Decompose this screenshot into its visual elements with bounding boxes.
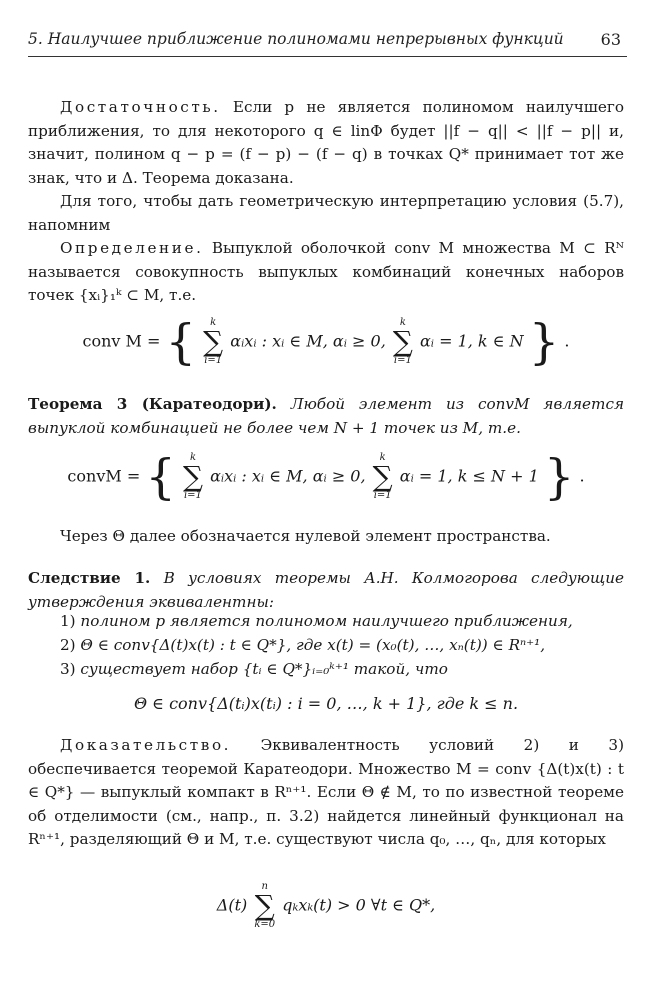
corollary-item: 1) полином p является полиномом наилучшего приближения, (60, 612, 573, 630)
sufficiency-text: Если p не является полиномом наилучшего приближения, то для некоторого q ∈ linΦ будет ||f − q|| < ||f − p|| и, значит, полином q − p = (f − p) − (f − q) в точках Q* принимает тот же знак, что и Δ. Теорема доказана. (28, 98, 624, 187)
corollary-item: 2) Θ ∈ conv{Δ(t)x(t) : t ∈ Q*}, где x(t) = (x₀(t), …, xₙ(t)) ∈ Rⁿ⁺¹, (60, 636, 546, 654)
running-header-title: 5. Наилучшее приближение полиномами непрерывных функций (28, 30, 564, 48)
theorem3-text: Любой элемент из convM является выпуклой комбинацией не более чем N + 1 точек из M, т.е. (28, 395, 625, 437)
corollary1-lead: Следствие 1. (28, 569, 151, 587)
sum-symbol: k ∑ i=1 (182, 452, 203, 501)
formula4-rhs: qₖxₖ(t) > 0 ∀t ∈ Q*, (282, 895, 436, 915)
left-brace: { (145, 449, 176, 505)
definition-text: Выпуклой оболочкой conv M множества M ⊂ Rᴺ называется совокупность выпуклых комбинаций конечных наборов точек {xᵢ}₁ᵏ ⊂ M, т.е. (28, 239, 624, 304)
page-number: 63 (600, 30, 621, 49)
formula1-lhs: conv M = (82, 331, 161, 351)
geometric-paragraph: Для того, чтобы дать геометрическую интерпретацию условия (5.7), напомним (28, 192, 624, 234)
corollary-item: 3) существует набор {tᵢ ∈ Q*}ᵢ₌₀ᵏ⁺¹ такой, что (60, 660, 448, 678)
left-brace: { (165, 314, 197, 370)
sum-symbol: k ∑ i=1 (392, 317, 413, 366)
formula-caratheodory (28, 449, 624, 505)
sum-symbol: k ∑ i=1 (203, 317, 224, 366)
theta-paragraph: Через Θ далее обозначается нулевой элемент пространства. (60, 527, 551, 545)
formula-theta-conv: Θ ∈ conv{Δ(tᵢ)x(tᵢ) : i = 0, …, k + 1}, где k ≤ n. (133, 694, 519, 713)
theorem3-lead: Теорема 3 (Каратеодори). (28, 395, 277, 413)
formula2-term2: αᵢ = 1, k ≤ N + 1 (399, 466, 539, 486)
proof-paragraph (28, 734, 624, 852)
proof-text: Эквивалентность условий 2) и 3) обеспечивается теоремой Каратеодори. Множество M = conv {Δ(t)x(t) : t ∈ Q*} — выпуклый компакт в Rⁿ⁺¹. Если Θ ∉ M, то по известной теореме об отделимости (см., напр., п. 3.2) найдется линейный функционал на Rⁿ⁺¹, разделяющий Θ и M, т.е. существуют числа q₀, …, qₙ, для которых (28, 736, 624, 848)
right-brace: } (543, 449, 575, 505)
header-rule (28, 56, 627, 57)
sum-symbol: n ∑ k=0 (254, 881, 276, 930)
theorem3-paragraph (28, 393, 624, 440)
definition-lead: Определение. (60, 239, 204, 257)
formula2-end: . (579, 466, 585, 486)
formula1-end: . (564, 331, 570, 351)
sufficiency-paragraph (28, 96, 624, 190)
formula4-lhs: Δ(t) (216, 895, 248, 915)
sufficiency-lead: Достаточность. (60, 98, 221, 116)
corollary1-paragraph (28, 567, 624, 614)
definition-paragraph (28, 237, 624, 308)
proof-lead: Доказательство. (60, 736, 232, 754)
formula2-term: αᵢxᵢ : xᵢ ∈ M, αᵢ ≥ 0, (210, 466, 366, 486)
formula-separating-functional (28, 882, 624, 930)
formula1-term2: αᵢ = 1, k ∈ N (419, 331, 524, 351)
formula2-lhs: convM = (67, 466, 141, 486)
corollary1-text: В условиях теоремы А.Н. Колмогорова следующие утверждения эквивалентны: (28, 569, 625, 611)
sum-symbol: k ∑ i=1 (372, 452, 393, 501)
formula-conv-definition (28, 314, 624, 370)
right-brace: } (528, 314, 560, 370)
formula1-term: αᵢxᵢ : xᵢ ∈ M, αᵢ ≥ 0, (230, 331, 386, 351)
